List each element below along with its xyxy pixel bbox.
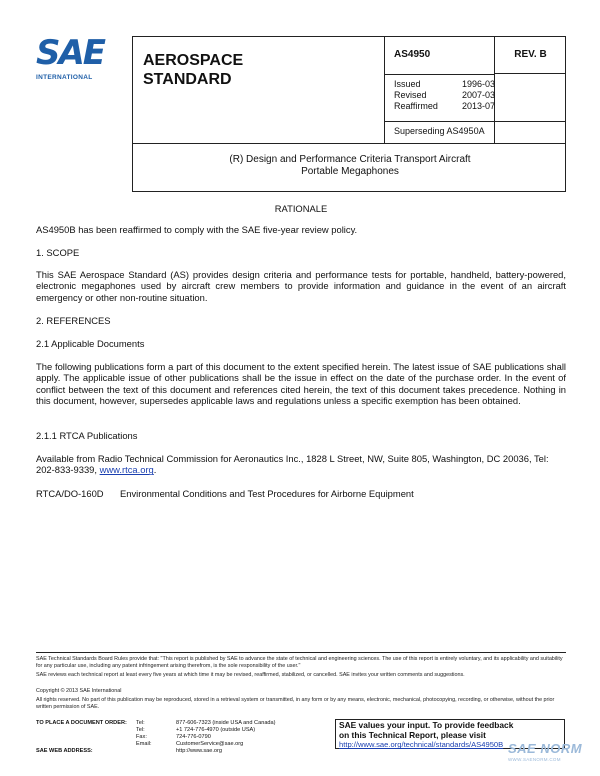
- section-applicable-documents-text: The following publications form a part of this document to the extent specified herein. The latest issue of SAE publications shall apply. The applicable issue of other publications shall be the issue in effect on the date of the purchase order. In the event of conflict between the text of this document and references cited herein, the text of this document takes precedence. Nothing in this document, however, supersedes applicable laws and regulations unless a specific exemption has been obtained.: [36, 361, 566, 407]
- revision-box-lower: [495, 74, 566, 144]
- order-info: [36, 720, 276, 755]
- revised-date: 2007-03: [462, 90, 496, 100]
- email-label: Email:: [136, 741, 152, 747]
- logo-subtitle: INTERNATIONAL: [36, 74, 93, 81]
- doc-number-row: [385, 37, 495, 75]
- document-title-box: [132, 144, 566, 192]
- footer-copyright: Copyright © 2013 SAE International: [36, 688, 122, 694]
- section-references-heading: 2. REFERENCES: [36, 315, 111, 326]
- standard-type-line1: AEROSPACE: [143, 52, 244, 69]
- reference-title: Environmental Conditions and Test Procedures for Airborne Equipment: [120, 488, 414, 499]
- document-info-box: [385, 36, 495, 144]
- standard-type-box: [132, 36, 385, 144]
- email[interactable]: CustomerService@sae.org: [176, 741, 244, 747]
- feedback-link[interactable]: http://www.sae.org/technical/standards/AS4950B: [339, 740, 504, 750]
- reference-row: [36, 488, 566, 499]
- document-title: [133, 154, 567, 178]
- section-applicable-documents-heading: 2.1 Applicable Documents: [36, 338, 145, 349]
- tel-label: Tel:: [136, 720, 145, 726]
- logo-mark: SAE: [36, 33, 105, 73]
- feedback-line1: SAE values your input. To provide feedback: [339, 720, 514, 730]
- issued-date: 1996-03: [462, 79, 496, 89]
- tel-2: +1 724-776-4970 (outside USA): [176, 727, 256, 733]
- standard-type-line2: STANDARD: [143, 71, 232, 88]
- document-title-line2: Portable Megaphones: [301, 166, 399, 177]
- rtca-end: .: [153, 464, 157, 476]
- order-label: TO PLACE A DOCUMENT ORDER:: [36, 720, 127, 726]
- sae-logo: [36, 34, 124, 84]
- rtca-address: Available from Radio Technical Commission for Aeronautics Inc., 1828 L Street, NW, Suite 805, Washington, DC 20036, Tel: 202-833-9339,: [36, 453, 549, 476]
- footer-review: SAE reviews each technical report at least every five years at which time it may be revised, reaffirmed, stabilized, or cancelled. SAE invites your written comments and suggestions.: [36, 672, 465, 678]
- footer-rules: SAE Technical Standards Board Rules provide that: "This report is published by SAE to advance the state of technical and engineering sciences. The use of this report is entirely voluntary, and its applicability and suitability for any particular use, including any patent infringement arising therefrom, is the sole responsibility of the user.": [36, 656, 563, 669]
- superseding-note: Superseding AS4950A: [394, 126, 485, 136]
- footer-rights: All rights reserved. No part of this publication may be reproduced, stored in a retrieval system or transmitted, in any form or by any means, electronic, mechanical, photocopying, recording, or otherwise, without the prior written permission of SAE.: [36, 697, 555, 710]
- tel2-label: Tel:: [136, 727, 145, 733]
- section-rtca-text: [36, 453, 566, 476]
- web-label: SAE WEB ADDRESS:: [36, 748, 93, 754]
- feedback-line2: on this Technical Report, please visit: [339, 729, 486, 740]
- watermark: SAE NORM: [508, 741, 583, 756]
- tel-1: 877-606-7323 (inside USA and Canada): [176, 720, 276, 726]
- section-scope-text: This SAE Aerospace Standard (AS) provides design criteria and performance tests for portable, handheld, battery-powered, electronic megaphones used by aircraft crew members to provide information and guidance in the event of an aircraft emergency or other non-routine situation.: [36, 269, 566, 303]
- doc-number: AS4950: [394, 49, 431, 60]
- revision-box: [495, 36, 566, 74]
- rationale-heading: RATIONALE: [274, 203, 328, 214]
- rtca-link[interactable]: www.rtca.org: [99, 464, 154, 476]
- standard-type: [143, 51, 243, 89]
- section-rtca-heading: 2.1.1 RTCA Publications: [36, 430, 138, 441]
- revision: REV. B: [514, 49, 547, 60]
- fax: 724-776-0790: [176, 734, 211, 740]
- fax-label: Fax:: [136, 734, 147, 740]
- revised-label: Revised: [394, 90, 427, 100]
- section-scope-heading: 1. SCOPE: [36, 247, 80, 258]
- reaffirmed-label: Reaffirmed: [394, 101, 438, 111]
- reference-id: RTCA/DO-160D: [36, 488, 104, 499]
- rationale-text: AS4950B has been reaffirmed to comply with the SAE five-year review policy.: [36, 224, 358, 235]
- document-title-line1: (R) Design and Performance Criteria Transport Aircraft: [229, 154, 471, 165]
- watermark-subtitle: WWW.SAENORM.COM: [508, 757, 561, 762]
- footer-divider: [36, 652, 566, 653]
- web-address[interactable]: http://www.sae.org: [176, 748, 223, 754]
- reaffirmed-date: 2013-07: [462, 101, 496, 111]
- issued-label: Issued: [394, 79, 421, 89]
